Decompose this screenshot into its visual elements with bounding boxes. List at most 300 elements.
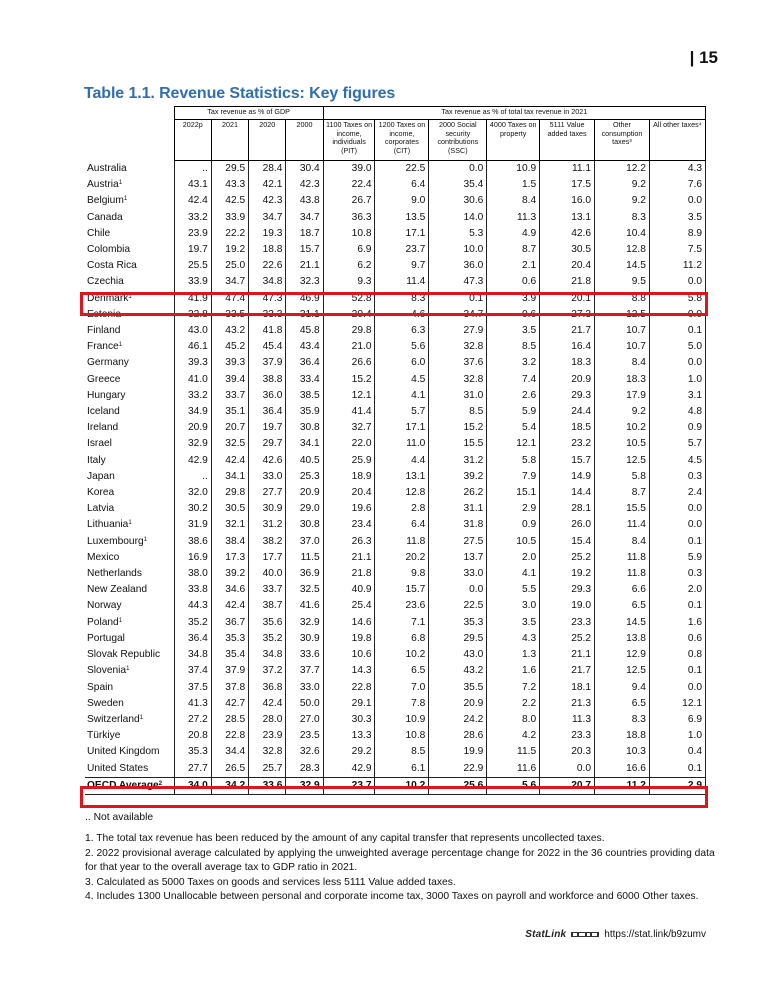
value-cell: 18.1 xyxy=(540,680,595,696)
value-cell: 37.6 xyxy=(429,355,487,371)
value-cell: 21.1 xyxy=(323,550,375,566)
country-cell xyxy=(85,355,174,371)
value-cell: 27.5 xyxy=(429,534,487,550)
header-corner xyxy=(85,107,174,120)
value-cell: 1.0 xyxy=(649,372,705,388)
country-cell xyxy=(85,566,174,582)
value-cell: 35.2 xyxy=(174,615,211,631)
value-cell: 47.4 xyxy=(211,291,248,307)
value-cell: 3.5 xyxy=(487,323,540,339)
value-cell: 6.5 xyxy=(375,663,429,679)
value-cell: 10.5 xyxy=(595,436,650,452)
country-name: Germany xyxy=(87,357,129,369)
value-cell: 38.8 xyxy=(249,372,286,388)
value-cell: 0.9 xyxy=(649,420,705,436)
value-cell: 37.5 xyxy=(174,680,211,696)
value-cell: 43.3 xyxy=(211,177,248,193)
value-cell: 38.7 xyxy=(249,598,286,614)
value-cell: 7.6 xyxy=(649,177,705,193)
value-cell: 21.1 xyxy=(286,258,323,274)
value-cell: 9.4 xyxy=(595,680,650,696)
value-cell: 20.4 xyxy=(323,485,375,501)
header-group-gdp: Tax revenue as % of GDP xyxy=(174,107,323,120)
value-cell: 18.3 xyxy=(595,372,650,388)
value-cell: 27.7 xyxy=(174,761,211,778)
value-cell: 34.6 xyxy=(211,582,248,598)
value-cell: 0.1 xyxy=(649,663,705,679)
value-cell: 4.2 xyxy=(487,728,540,744)
value-cell: 10.3 xyxy=(595,744,650,760)
value-cell: 25.5 xyxy=(174,258,211,274)
value-cell: 41.8 xyxy=(249,323,286,339)
value-cell: 26.3 xyxy=(323,534,375,550)
country-name: Portugal xyxy=(87,632,125,644)
country-name: Greece xyxy=(87,373,121,385)
country-cell xyxy=(85,550,174,566)
table-row xyxy=(85,339,706,355)
footnote-marker: 2 xyxy=(158,780,163,787)
value-cell: 35.3 xyxy=(211,631,248,647)
value-cell: 19.6 xyxy=(323,501,375,517)
value-cell: 38.5 xyxy=(286,388,323,404)
table-row xyxy=(85,226,706,242)
country-name: United Kingdom xyxy=(87,746,160,758)
value-cell: 2.9 xyxy=(487,501,540,517)
value-cell: 14.6 xyxy=(323,615,375,631)
country-cell xyxy=(85,501,174,517)
table-row xyxy=(85,680,706,696)
column-header: 2021 xyxy=(211,120,248,161)
value-cell: 15.4 xyxy=(540,534,595,550)
value-cell: 0.0 xyxy=(649,680,705,696)
value-cell: 19.7 xyxy=(249,420,286,436)
value-cell: 17.1 xyxy=(375,420,429,436)
value-cell: 33.0 xyxy=(286,680,323,696)
value-cell: 0.1 xyxy=(649,323,705,339)
country-cell xyxy=(85,161,174,178)
value-cell: 5.5 xyxy=(487,582,540,598)
country-name: Ireland xyxy=(87,422,119,434)
value-cell: 36.3 xyxy=(323,210,375,226)
value-cell: 33.3 xyxy=(249,307,286,323)
value-cell: 30.5 xyxy=(540,242,595,258)
value-cell: 42.5 xyxy=(211,193,248,209)
value-cell: 14.9 xyxy=(540,469,595,485)
value-cell: 36.4 xyxy=(249,404,286,420)
country-name: Iceland xyxy=(87,406,120,418)
value-cell: 6.8 xyxy=(375,631,429,647)
value-cell: 30.8 xyxy=(286,420,323,436)
value-cell: 38.0 xyxy=(174,566,211,582)
value-cell: 23.7 xyxy=(375,242,429,258)
country-name: Norway xyxy=(87,600,122,612)
value-cell: 8.5 xyxy=(487,339,540,355)
value-cell: 33.4 xyxy=(286,372,323,388)
country-name: Hungary xyxy=(87,389,126,401)
value-cell: 8.9 xyxy=(649,226,705,242)
value-cell: 34.1 xyxy=(211,469,248,485)
value-cell: 40.5 xyxy=(286,453,323,469)
value-cell: 2.0 xyxy=(487,550,540,566)
value-cell: 36.8 xyxy=(249,680,286,696)
value-cell: 18.7 xyxy=(286,226,323,242)
footnotes xyxy=(85,832,715,905)
highlight-box-oecd-average xyxy=(80,786,708,808)
country-name: Latvia xyxy=(87,503,115,515)
statlink-logo-icon xyxy=(571,930,599,939)
value-cell: 13.7 xyxy=(429,550,487,566)
country-name: Sweden xyxy=(87,697,124,709)
footnote-marker: 1 xyxy=(143,536,147,543)
value-cell: 28.3 xyxy=(286,761,323,778)
value-cell: 34.7 xyxy=(211,274,248,290)
value-cell: 11.3 xyxy=(487,210,540,226)
table-row xyxy=(85,177,706,193)
value-cell: 33.7 xyxy=(249,582,286,598)
country-name: Mexico xyxy=(87,551,120,563)
value-cell: 33.0 xyxy=(429,566,487,582)
value-cell: 10.7 xyxy=(595,323,650,339)
value-cell: 25.3 xyxy=(286,469,323,485)
table-row xyxy=(85,193,706,209)
value-cell: 28.6 xyxy=(429,728,487,744)
country-cell xyxy=(85,469,174,485)
value-cell: 22.8 xyxy=(323,680,375,696)
column-header: 2020 xyxy=(249,120,286,161)
value-cell: 11.8 xyxy=(375,534,429,550)
value-cell: 12.2 xyxy=(595,161,650,178)
highlight-box-denmark xyxy=(80,292,708,316)
value-cell: 11.2 xyxy=(649,258,705,274)
value-cell: 29.5 xyxy=(429,631,487,647)
value-cell: 14.3 xyxy=(323,663,375,679)
value-cell: 30.5 xyxy=(211,501,248,517)
table-row xyxy=(85,388,706,404)
value-cell: 9.8 xyxy=(375,566,429,582)
value-cell: 14.4 xyxy=(540,485,595,501)
value-cell: 0.1 xyxy=(649,598,705,614)
value-cell: 1.5 xyxy=(487,177,540,193)
value-cell: 29.1 xyxy=(323,696,375,712)
column-header: 1100 Taxes on income, individuals (PIT) xyxy=(323,120,375,161)
value-cell: 32.9 xyxy=(174,436,211,452)
footnote: 4. Includes 1300 Unallocable between personal and corporate income tax, 3000 Taxes on payroll and workforce and 6000 Other taxes. xyxy=(85,891,699,902)
table-row xyxy=(85,550,706,566)
value-cell: 10.0 xyxy=(429,242,487,258)
value-cell: 13.1 xyxy=(540,210,595,226)
not-available-note: .. Not available xyxy=(85,812,154,823)
value-cell: 31.1 xyxy=(286,307,323,323)
value-cell: 41.3 xyxy=(174,696,211,712)
value-cell: 32.8 xyxy=(429,339,487,355)
value-cell: 8.4 xyxy=(595,355,650,371)
table-row xyxy=(85,631,706,647)
country-cell xyxy=(85,388,174,404)
value-cell: 42.3 xyxy=(249,193,286,209)
value-cell: 32.3 xyxy=(286,274,323,290)
value-cell: 29.2 xyxy=(323,744,375,760)
value-cell: 20.4 xyxy=(323,307,375,323)
value-cell: 33.7 xyxy=(211,388,248,404)
country-cell xyxy=(85,210,174,226)
table-row xyxy=(85,274,706,290)
value-cell: 15.7 xyxy=(375,582,429,598)
column-header: 4000 Taxes on property xyxy=(487,120,540,161)
table-row xyxy=(85,355,706,371)
value-cell: 2.9 xyxy=(649,777,705,794)
value-cell: 22.2 xyxy=(211,226,248,242)
column-header: 1200 Taxes on income, corporates (CIT) xyxy=(375,120,429,161)
value-cell: 12.5 xyxy=(595,307,650,323)
value-cell: 10.9 xyxy=(487,161,540,178)
value-cell: 9.2 xyxy=(595,404,650,420)
value-cell: 31.9 xyxy=(174,517,211,533)
value-cell: 7.1 xyxy=(375,615,429,631)
value-cell: 36.0 xyxy=(429,258,487,274)
value-cell: 0.0 xyxy=(649,307,705,323)
value-cell: 35.2 xyxy=(249,631,286,647)
value-cell: 10.2 xyxy=(375,647,429,663)
value-cell: 10.8 xyxy=(375,728,429,744)
value-cell: .. xyxy=(174,469,211,485)
value-cell: 41.6 xyxy=(286,598,323,614)
value-cell: 12.1 xyxy=(487,436,540,452)
value-cell: 37.7 xyxy=(286,663,323,679)
value-cell: 27.9 xyxy=(429,323,487,339)
value-cell: 20.9 xyxy=(540,372,595,388)
country-name: Israel xyxy=(87,438,112,450)
value-cell: 15.5 xyxy=(429,436,487,452)
value-cell: 25.7 xyxy=(249,761,286,778)
value-cell: 6.1 xyxy=(375,761,429,778)
value-cell: 33.6 xyxy=(249,777,286,794)
value-cell: 17.3 xyxy=(211,550,248,566)
country-name: Luxembourg xyxy=(87,535,144,547)
table-header xyxy=(85,107,706,161)
footnote-marker: 1 xyxy=(128,520,132,527)
country-cell xyxy=(85,712,174,728)
value-cell: 42.7 xyxy=(211,696,248,712)
value-cell: 0.0 xyxy=(540,761,595,778)
value-cell: 5.6 xyxy=(487,777,540,794)
value-cell: 11.8 xyxy=(595,566,650,582)
value-cell: 30.9 xyxy=(249,501,286,517)
value-cell: 20.9 xyxy=(429,696,487,712)
country-cell xyxy=(85,534,174,550)
statlink[interactable] xyxy=(525,929,706,940)
value-cell: 26.6 xyxy=(323,355,375,371)
value-cell: 4.5 xyxy=(375,372,429,388)
value-cell: 23.2 xyxy=(540,436,595,452)
country-name: Türkiye xyxy=(87,730,121,742)
value-cell: 39.2 xyxy=(429,469,487,485)
value-cell: 0.9 xyxy=(487,517,540,533)
value-cell: 19.2 xyxy=(211,242,248,258)
value-cell: 41.9 xyxy=(174,291,211,307)
value-cell: 16.0 xyxy=(540,193,595,209)
value-cell: 36.9 xyxy=(286,566,323,582)
table-row xyxy=(85,372,706,388)
value-cell: 4.3 xyxy=(487,631,540,647)
value-cell: 11.3 xyxy=(540,712,595,728)
value-cell: 40.0 xyxy=(249,566,286,582)
value-cell: 28.1 xyxy=(540,501,595,517)
value-cell: 32.6 xyxy=(286,744,323,760)
value-cell: 10.2 xyxy=(375,777,429,794)
value-cell: 8.4 xyxy=(487,193,540,209)
value-cell: 31.8 xyxy=(429,517,487,533)
value-cell: 19.7 xyxy=(174,242,211,258)
value-cell: 33.9 xyxy=(174,274,211,290)
value-cell: 10.8 xyxy=(323,226,375,242)
value-cell: 45.8 xyxy=(286,323,323,339)
value-cell: 29.0 xyxy=(286,501,323,517)
country-cell xyxy=(85,404,174,420)
value-cell: 5.9 xyxy=(487,404,540,420)
value-cell: 28.4 xyxy=(249,161,286,178)
value-cell: 29.7 xyxy=(249,436,286,452)
value-cell: 36.4 xyxy=(286,355,323,371)
table-row xyxy=(85,161,706,178)
value-cell: 27.2 xyxy=(174,712,211,728)
table-row xyxy=(85,534,706,550)
value-cell: 0.1 xyxy=(429,291,487,307)
footnote-marker: 1 xyxy=(128,293,132,300)
column-header: Other consumption taxes³ xyxy=(595,120,650,161)
value-cell: 6.9 xyxy=(323,242,375,258)
value-cell: 11.5 xyxy=(487,744,540,760)
value-cell: 7.4 xyxy=(487,372,540,388)
value-cell: 46.9 xyxy=(286,291,323,307)
value-cell: 17.7 xyxy=(249,550,286,566)
value-cell: 32.1 xyxy=(211,517,248,533)
value-cell: 27.0 xyxy=(286,712,323,728)
value-cell: 14.5 xyxy=(595,258,650,274)
table-row xyxy=(85,728,706,744)
value-cell: 26.0 xyxy=(540,517,595,533)
value-cell: 20.8 xyxy=(174,728,211,744)
value-cell: 11.0 xyxy=(375,436,429,452)
value-cell: 0.0 xyxy=(429,582,487,598)
value-cell: 26.5 xyxy=(211,761,248,778)
value-cell: 0.1 xyxy=(649,534,705,550)
value-cell: 1.3 xyxy=(487,647,540,663)
country-cell xyxy=(85,647,174,663)
value-cell: 21.8 xyxy=(540,274,595,290)
value-cell: 22.5 xyxy=(375,161,429,178)
statlink-url[interactable]: https://stat.link/b9zumv xyxy=(604,929,706,940)
value-cell: 33.2 xyxy=(174,210,211,226)
value-cell: 5.6 xyxy=(375,339,429,355)
table-row xyxy=(85,453,706,469)
value-cell: 16.4 xyxy=(540,339,595,355)
value-cell: 0.3 xyxy=(649,566,705,582)
value-cell: 13.1 xyxy=(375,469,429,485)
value-cell: 5.4 xyxy=(487,420,540,436)
value-cell: 7.2 xyxy=(487,680,540,696)
header-group-total: Tax revenue as % of total tax revenue in 2021 xyxy=(323,107,705,120)
value-cell: 0.4 xyxy=(649,744,705,760)
value-cell: 32.8 xyxy=(249,744,286,760)
value-cell: 20.2 xyxy=(375,550,429,566)
value-cell: 34.7 xyxy=(286,210,323,226)
table-row xyxy=(85,210,706,226)
value-cell: 12.8 xyxy=(595,242,650,258)
value-cell: 20.4 xyxy=(540,258,595,274)
value-cell: 6.5 xyxy=(595,598,650,614)
table-row xyxy=(85,517,706,533)
country-name: Japan xyxy=(87,470,115,482)
value-cell: 11.6 xyxy=(487,761,540,778)
value-cell: 43.0 xyxy=(429,647,487,663)
value-cell: 26.2 xyxy=(429,485,487,501)
value-cell: 11.8 xyxy=(595,550,650,566)
value-cell: 37.0 xyxy=(286,534,323,550)
value-cell: 12.5 xyxy=(595,453,650,469)
value-cell: 20.7 xyxy=(540,777,595,794)
value-cell: 6.6 xyxy=(595,582,650,598)
table-row xyxy=(85,647,706,663)
value-cell: 23.5 xyxy=(286,728,323,744)
value-cell: 23.6 xyxy=(375,598,429,614)
value-cell: 18.5 xyxy=(540,420,595,436)
value-cell: 4.4 xyxy=(375,453,429,469)
value-cell: 42.6 xyxy=(540,226,595,242)
value-cell: 10.7 xyxy=(595,339,650,355)
value-cell: 4.3 xyxy=(649,161,705,178)
footnote: 3. Calculated as 5000 Taxes on goods and services less 5111 Value added taxes. xyxy=(85,876,456,888)
value-cell: 4.9 xyxy=(487,226,540,242)
value-cell: 11.4 xyxy=(375,274,429,290)
value-cell: 39.3 xyxy=(174,355,211,371)
value-cell: 0.8 xyxy=(649,647,705,663)
value-cell: 37.2 xyxy=(249,663,286,679)
country-name: OECD Average xyxy=(87,779,159,791)
value-cell: 10.5 xyxy=(487,534,540,550)
value-cell: 32.9 xyxy=(286,777,323,794)
value-cell: 5.7 xyxy=(375,404,429,420)
value-cell: 12.8 xyxy=(375,485,429,501)
country-name: Poland xyxy=(87,616,119,628)
value-cell: 8.5 xyxy=(375,744,429,760)
country-cell xyxy=(85,631,174,647)
value-cell: 21.1 xyxy=(540,647,595,663)
value-cell: 33.5 xyxy=(211,307,248,323)
value-cell: 3.5 xyxy=(649,210,705,226)
value-cell: 10.2 xyxy=(595,420,650,436)
value-cell: 34.8 xyxy=(174,647,211,663)
country-name: Italy xyxy=(87,454,106,466)
value-cell: 7.9 xyxy=(487,469,540,485)
value-cell: 9.2 xyxy=(595,193,650,209)
value-cell: 20.3 xyxy=(540,744,595,760)
value-cell: 42.6 xyxy=(249,453,286,469)
value-cell: 18.9 xyxy=(323,469,375,485)
country-cell xyxy=(85,339,174,355)
value-cell: 2.0 xyxy=(649,582,705,598)
table-row xyxy=(85,404,706,420)
value-cell: 35.4 xyxy=(211,647,248,663)
value-cell: 16.9 xyxy=(174,550,211,566)
value-cell: 22.0 xyxy=(323,436,375,452)
value-cell: 36.4 xyxy=(174,631,211,647)
country-cell xyxy=(85,226,174,242)
value-cell: 41.0 xyxy=(174,372,211,388)
value-cell: 31.1 xyxy=(429,501,487,517)
value-cell: 0.0 xyxy=(649,355,705,371)
value-cell: 23.9 xyxy=(174,226,211,242)
country-cell xyxy=(85,680,174,696)
